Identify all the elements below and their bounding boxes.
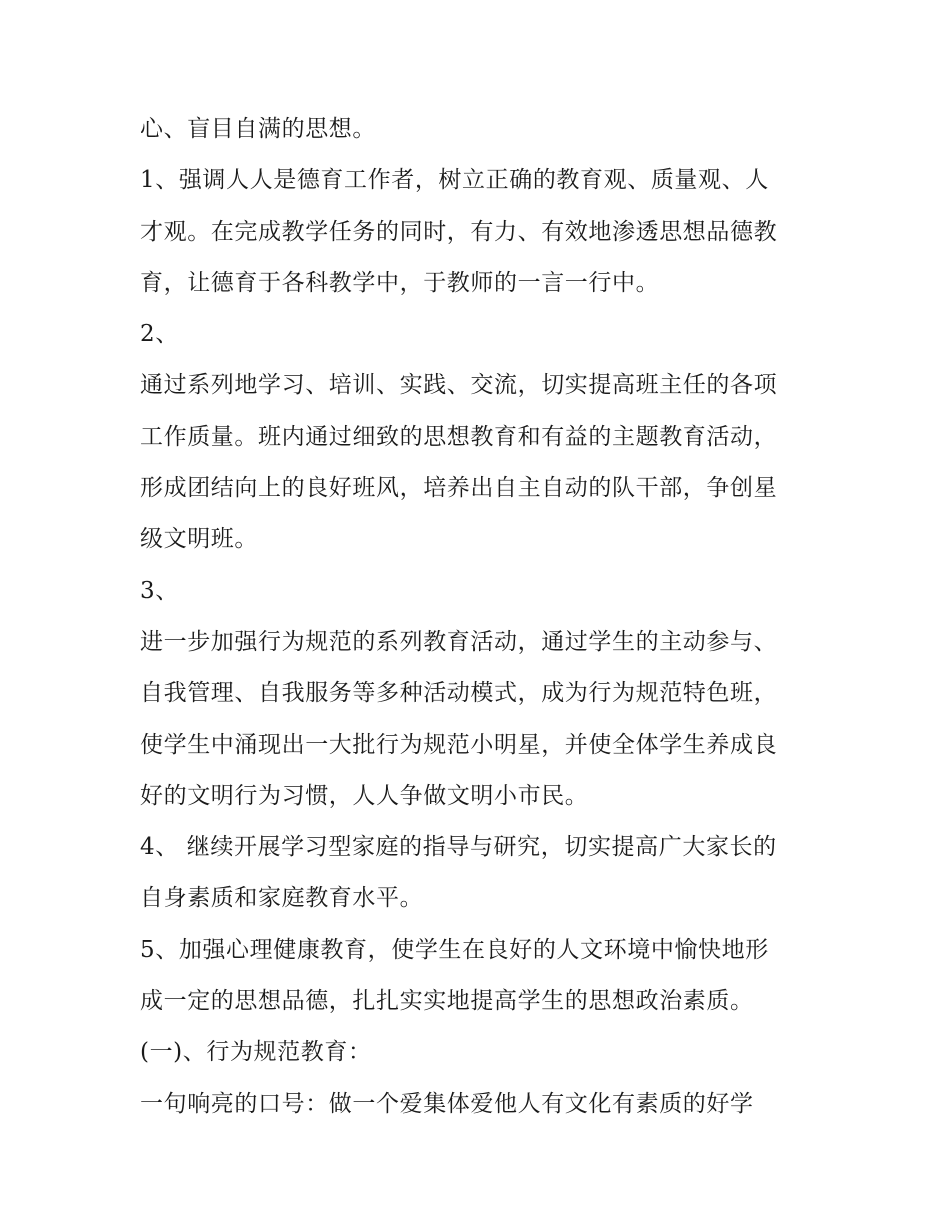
text-line: (一)、行为规范教育：: [140, 1039, 372, 1066]
text-line: 2、: [140, 321, 179, 348]
text-line: 好的文明行为习惯，人人争做文明小市民。: [140, 782, 589, 809]
text-line: 才观。在完成教学任务的同时，有力、有效地渗透思想品德教: [140, 218, 778, 245]
text-line: 4、 继续开展学习型家庭的指导与研究，切实提高广大家长的: [140, 834, 777, 861]
text-line: 心、盲目自满的思想。: [140, 116, 376, 142]
text-line: 1、强调人人是德育工作者，树立正确的教育观、质量观、人: [140, 167, 769, 194]
text-line: 5、加强心理健康教育，使学生在良好的人文环境中愉快地形: [140, 936, 769, 963]
text-line: 一句响亮的口号：做一个爱集体爱他人有文化有素质的好学: [140, 1090, 754, 1117]
document-body: [140, 104, 820, 1130]
text-line: 工作质量。班内通过细致的思想教育和有益的主题教育活动，: [140, 423, 778, 450]
text-line: 使学生中涌现出一大批行为规范小明星，并使全体学生养成良: [140, 731, 778, 758]
text-line: 级文明班。: [140, 526, 258, 553]
text-line: 进一步加强行为规范的系列教育活动，通过学生的主动参与、: [140, 628, 778, 655]
text-line: 自身素质和家庭教育水平。: [140, 885, 424, 912]
text-line: 自我管理、自我服务等多种活动模式，成为行为规范特色班，: [140, 680, 778, 707]
text-line: 3、: [140, 577, 179, 604]
text-line: 成一定的思想品德，扎扎实实地提高学生的思想政治素质。: [140, 988, 754, 1015]
text-line: 形成团结向上的良好班风，培养出自主自动的队干部，争创星: [140, 475, 778, 502]
text-line: 育，让德育于各科教学中，于教师的一言一行中。: [140, 269, 660, 296]
text-line: 通过系列地学习、培训、实践、交流，切实提高班主任的各项: [140, 372, 778, 399]
